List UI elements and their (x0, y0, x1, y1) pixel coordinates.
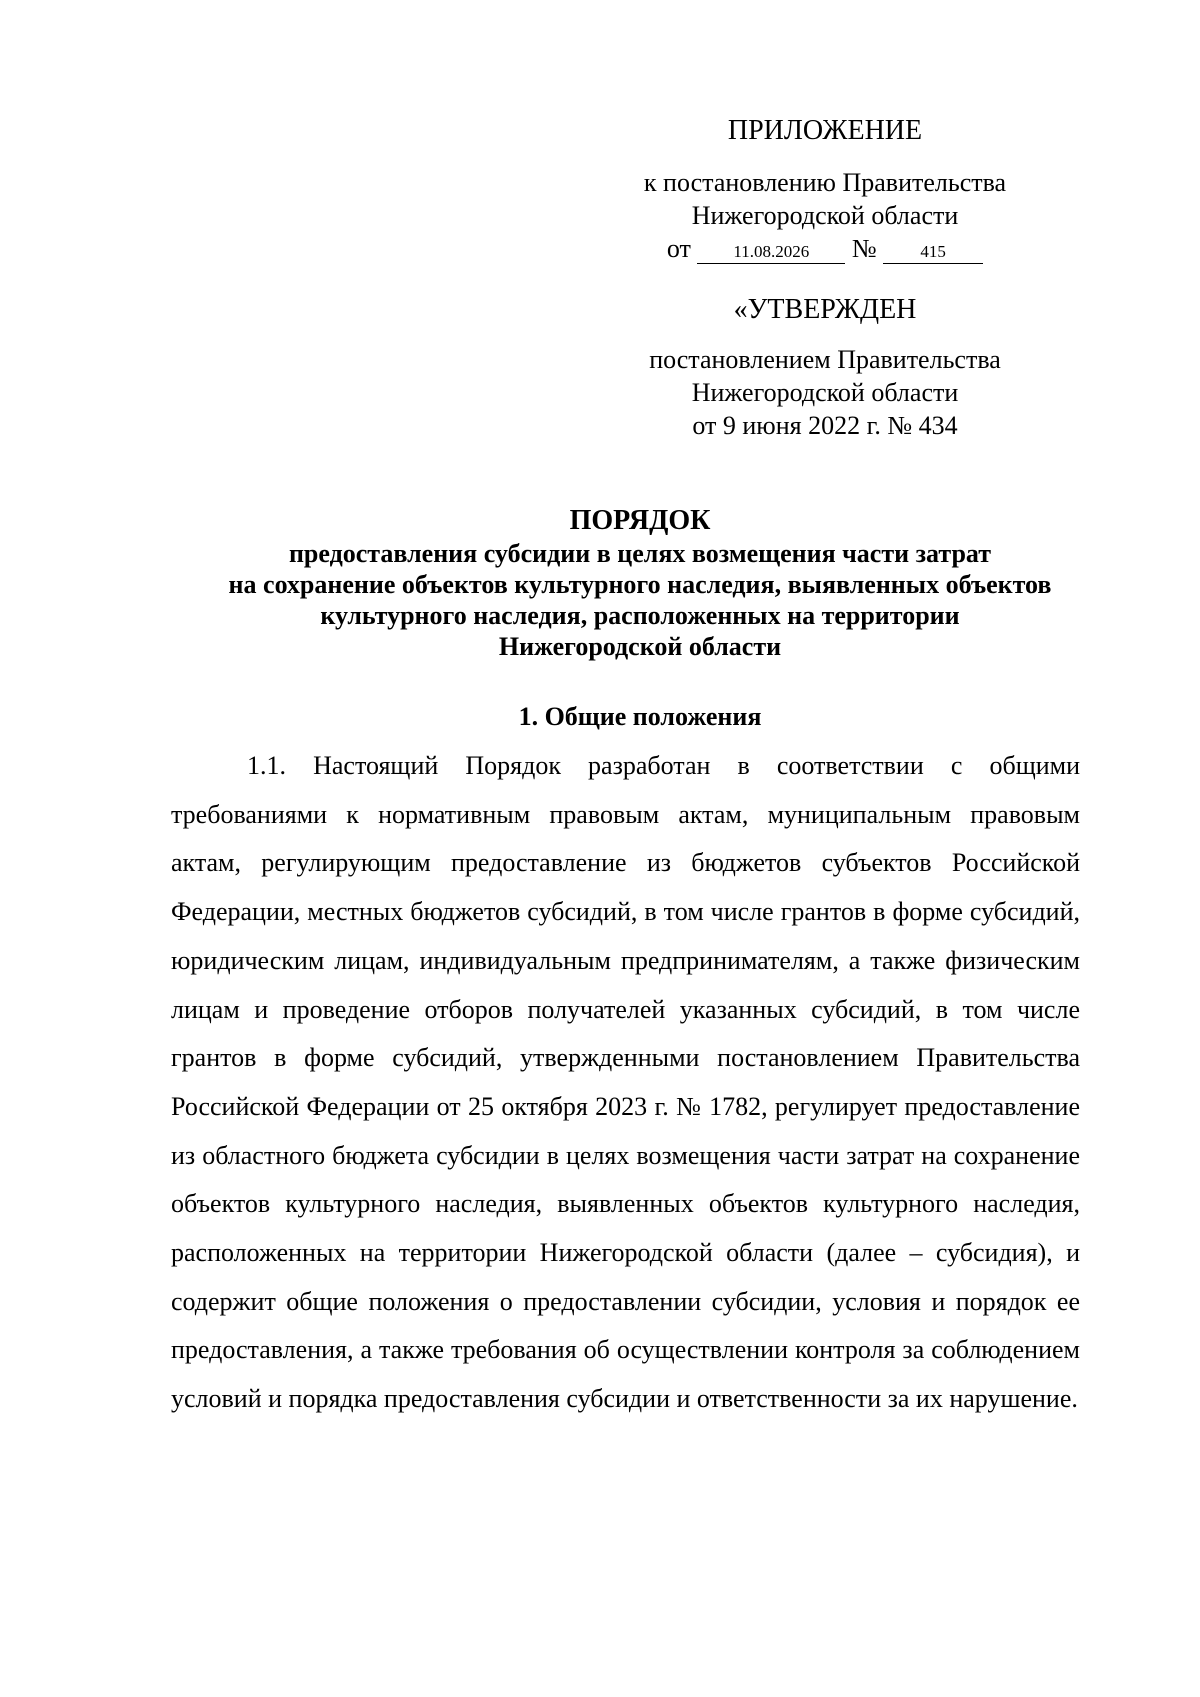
document-subtitle (165, 538, 1115, 662)
appendix-reference (600, 166, 1050, 265)
appendix-line-2: Нижегородской области (691, 201, 959, 230)
approved-line-3: от 9 июня 2022 г. № 434 (692, 411, 958, 440)
subtitle-line: Нижегородской области (498, 632, 782, 661)
number-field: 415 (883, 241, 983, 264)
section-heading: 1. Общие положения (518, 702, 762, 731)
appendix-line-1: к постановлению Правительства (643, 168, 1007, 197)
date-field: 11.08.2026 (697, 241, 845, 264)
approved-line-2: Нижегородской области (691, 378, 959, 407)
appendix-date-number-line (600, 232, 1050, 265)
subtitle-line: предоставления субсидии в целях возмещения части затрат (288, 539, 992, 568)
subtitle-line: культурного наследия, расположенных на территории (320, 601, 960, 630)
subtitle-line: на сохранение объектов культурного наследия, выявленных объектов (228, 570, 1052, 599)
appendix-title: ПРИЛОЖЕНИЕ (727, 115, 923, 146)
document-title: ПОРЯДОК (569, 505, 711, 536)
date-prefix: от (666, 234, 691, 263)
paragraph-1-1: 1.1. Настоящий Порядок разработан в соответствии с общими требованиями к нормативным правовым актам, муниципальным правовым актам, регулирующим предоставление из бюджетов субъектов Российской Федерации, местных бюджетов субсидий, в том числе грантов в форме субсидий, юридическим лицам, индивидуальным предпринимателям, а также физическим лицам и проведение отборов получателей указанных субсидий, в том числе грантов в форме субсидий, утвержденными постановлением Правительства Российской Федерации от 25 октября 2023 г. № 1782, регулирует предоставление из областного бюджета субсидии в целях возмещения части затрат на сохранение объектов культурного наследия, выявленных объектов культурного наследия, расположенных на территории Нижегородской области (далее – субсидия), и содержит общие положения о предоставлении субсидии, условия и порядок ее предоставления, а также требования об осуществлении контроля за соблюдением условий и порядка предоставления субсидии и ответственности за их нарушение. (171, 751, 1080, 1414)
approved-title: «УТВЕРЖДЕН (733, 294, 917, 325)
number-sign: № (851, 234, 877, 263)
approved-reference (600, 343, 1050, 442)
approved-line-1: постановлением Правительства (649, 345, 1001, 374)
